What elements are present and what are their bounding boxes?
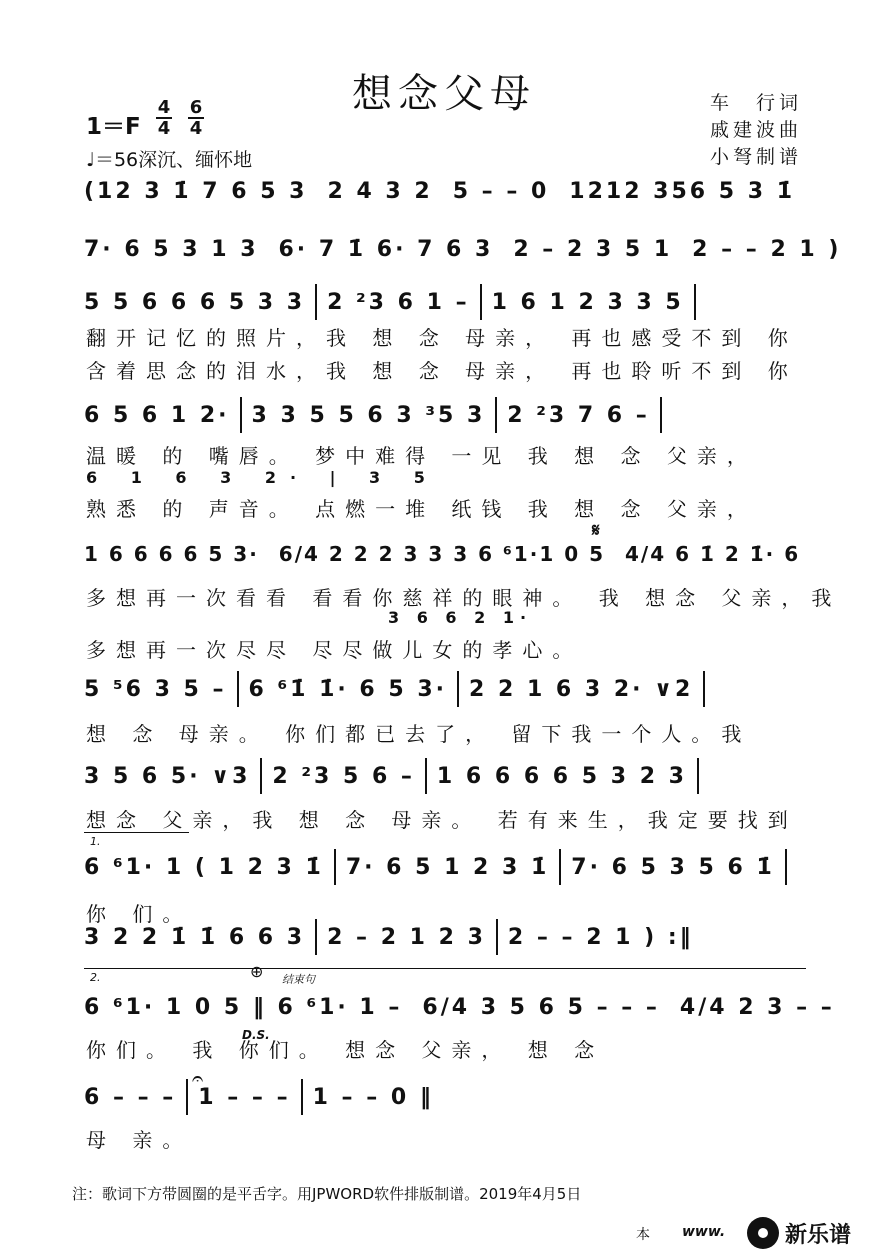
- score-row-7: [84, 757, 806, 805]
- measure: 2 ²3 6 1 –: [327, 289, 470, 315]
- footer-logo: [747, 1216, 882, 1250]
- engraver-credit: 小弩制谱: [709, 146, 802, 168]
- measure: 6 ⁶1· 1 0 5 ‖ 6 ⁶1· 1 –: [84, 994, 403, 1020]
- measure: 1 6 6 6 6 5 3·: [84, 542, 259, 566]
- measure: 6· 7 1̇ 6· 7 6 3: [278, 236, 494, 262]
- measure: 2 – – 2 1 ) :‖: [507, 924, 694, 950]
- footer-prefix: 本: [636, 1227, 650, 1243]
- key-signature: 1＝F: [86, 114, 141, 140]
- measure: 6 – – –: [84, 1084, 177, 1110]
- score-row-11: [84, 1078, 464, 1126]
- volta-2-bracket: 2.: [84, 968, 264, 969]
- time-signature-1: 4 4: [157, 97, 171, 139]
- score-row-10: [84, 988, 835, 1036]
- measure: 1212 356 5 3 1̇: [569, 178, 796, 204]
- measure: 7· 6 5 3 5 6 1̇: [571, 854, 775, 880]
- logo-text: 新乐谱: [785, 1222, 852, 1248]
- measure: 1 6 6 6 6 5 3 2 3: [436, 763, 687, 789]
- lyric-line: 你们。 我 你们。 想念 父亲， 想 念: [86, 1038, 605, 1062]
- measure: 3 2 2 1̇ 1̇ 6 6 3: [84, 924, 306, 950]
- measure: 2 ²3 5 6 –: [272, 763, 415, 789]
- score-row-8: [84, 848, 806, 896]
- measure: 5 ⁵6 3 5 –: [84, 676, 227, 702]
- time-signature-2: 6 4: [189, 97, 203, 139]
- score-row-2: [84, 230, 842, 278]
- measure: 7· 6 5 3 1 3: [84, 236, 259, 262]
- measure: 6 ⁶1· 1 ( 1 2 3 1̇: [84, 854, 324, 880]
- composer-credit: 戚建波曲: [709, 119, 802, 141]
- measure: 5 – – 0: [452, 178, 550, 204]
- measure: 2 2 1 6 3 2· ∨2: [469, 676, 694, 702]
- measure: 5 5 6 6 6 5 3 3: [84, 289, 306, 315]
- measure: (12 3 1̇ 7 6 5 3: [84, 178, 308, 204]
- ds-marking: D.S.: [242, 1028, 270, 1042]
- lyric-line: 翻开记忆的照片，我 想 念 母亲， 再也感受不到 你: [86, 326, 798, 350]
- measure: 6 ⁶1̇ 1̇· 6 5 3·: [248, 676, 448, 702]
- lyric-line: 想 念 母亲。 你们都已去了， 留下我一个人。我: [86, 722, 752, 746]
- page-title: 想念父母: [352, 71, 536, 117]
- measure: 1 – – 0 ‖: [312, 1084, 434, 1110]
- measure: 2 – 2 1 2 3: [327, 924, 486, 950]
- lyric-line: 你 们。: [86, 902, 193, 926]
- lyric-line: 含着思念的泪水，我 想 念 母亲， 再也聆听不到 你: [86, 359, 798, 383]
- measure: 4/4 6 1̇ 2 1̇· 6: [625, 542, 801, 566]
- measure: 2 ²3 7 6 –: [507, 402, 650, 428]
- lyricist-credit: 车 行词: [709, 92, 802, 114]
- measure: 3 3 5 5 6 3 ³5 3: [251, 402, 486, 428]
- alt-notes: 6 1 6 3 2· | 3 5: [86, 468, 439, 487]
- measure: 6 5 6 1 2·: [84, 402, 230, 428]
- lyric-line: 熟悉 的 声音。 点燃一堆 纸钱 我 想 念 父亲，: [86, 497, 757, 521]
- score-row-4: [84, 396, 806, 444]
- lyric-line: 多想再一次看看 看看你慈祥的眼神。 我 想念 父亲，我: [86, 586, 842, 610]
- measure: 2 – 2 3 5 1: [513, 236, 673, 262]
- measure: 2 4 3 2: [327, 178, 433, 204]
- alt-notes: 3 6 6 2 1·: [388, 608, 533, 627]
- footer-site: www.: [682, 1224, 726, 1240]
- fermata-sign: 𝄐: [192, 1066, 204, 1090]
- segno-sign: 𝄋: [592, 520, 600, 541]
- score-row-1: [84, 172, 806, 220]
- measure: 6/4 3 5 6 5 – – –: [422, 994, 660, 1020]
- measure: 4/4 2 3 – –: [679, 994, 835, 1020]
- measure: 1 6 1 2 3 3 5: [491, 289, 684, 315]
- measure: 1 – – –: [198, 1084, 291, 1110]
- record-icon: [747, 1217, 779, 1249]
- footnote: 注：歌词下方带圆圈的是平舌字。用JPWORD软件排版制谱。2019年4月5日: [72, 1185, 582, 1203]
- score-row-9: [84, 918, 806, 966]
- lyric-line: 温暖 的 嘴唇。 梦中难得 一见 我 想 念 父亲，: [86, 444, 757, 468]
- measure: 6/4 2 2 2 3 3 3 6 ⁶1·1 0 5: [278, 542, 605, 566]
- measure: 7· 6 5 1 2 3 1̇: [345, 854, 550, 880]
- score-row-6: [84, 670, 806, 718]
- ending-bracket: 结束句: [262, 968, 806, 969]
- coda-sign: ⊕: [250, 962, 264, 981]
- measure: 2 – – 2 1 ): [692, 236, 842, 262]
- measure: 3 5 6 5· ∨3: [84, 763, 251, 789]
- lyric-line: 想念 父亲，我 想 念 母亲。 若有来生，我定要找到: [86, 808, 798, 832]
- tempo-marking: ♩＝56深沉、缅怀地: [86, 149, 253, 171]
- lyric-line: 母 亲。: [86, 1128, 193, 1152]
- score-row-5: [84, 535, 806, 583]
- volta-1-bracket: 1.: [84, 832, 189, 833]
- lyric-line: 多想再一次尽尽 尽尽做儿女的孝心。: [86, 638, 583, 662]
